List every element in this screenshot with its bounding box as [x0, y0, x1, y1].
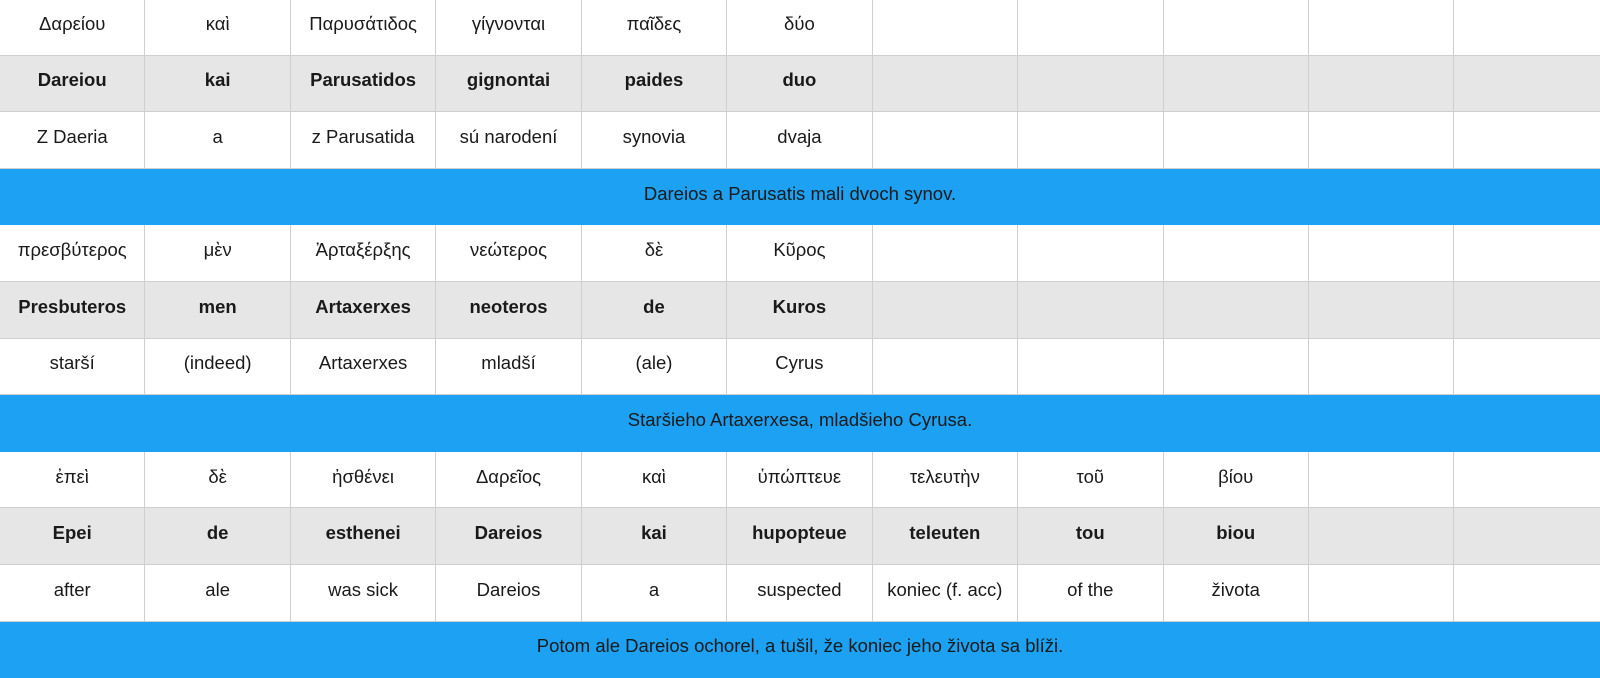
- empty-cell[interactable]: [1309, 282, 1454, 338]
- word-cell[interactable]: Δαρείου: [0, 0, 145, 55]
- word-cell[interactable]: starší: [0, 339, 145, 395]
- word-cell[interactable]: Ἀρταξέρξης: [291, 225, 436, 281]
- word-cell[interactable]: δὲ: [582, 225, 727, 281]
- word-cell[interactable]: νεώτερος: [436, 225, 581, 281]
- word-cell[interactable]: Παρυσάτιδος: [291, 0, 436, 55]
- empty-cell[interactable]: [1018, 56, 1163, 112]
- word-cell[interactable]: ἐπεὶ: [0, 452, 145, 508]
- word-cell[interactable]: života: [1164, 565, 1309, 621]
- word-cell[interactable]: a: [145, 112, 290, 168]
- word-cell[interactable]: Artaxerxes: [291, 339, 436, 395]
- empty-cell[interactable]: [1309, 508, 1454, 564]
- word-cell[interactable]: βίου: [1164, 452, 1309, 508]
- word-cell[interactable]: z Parusatida: [291, 112, 436, 168]
- word-cell[interactable]: neoteros: [436, 282, 581, 338]
- empty-cell[interactable]: [1164, 112, 1309, 168]
- word-cell[interactable]: hupopteue: [727, 508, 872, 564]
- empty-cell[interactable]: [1164, 225, 1309, 281]
- word-cell[interactable]: de: [145, 508, 290, 564]
- word-cell[interactable]: δὲ: [145, 452, 290, 508]
- empty-cell[interactable]: [1454, 339, 1599, 395]
- word-cell[interactable]: Kuros: [727, 282, 872, 338]
- empty-cell[interactable]: [1018, 282, 1163, 338]
- word-cell[interactable]: biou: [1164, 508, 1309, 564]
- empty-cell[interactable]: [1454, 565, 1599, 621]
- empty-cell[interactable]: [1018, 339, 1163, 395]
- empty-cell[interactable]: [1454, 225, 1599, 281]
- word-cell[interactable]: καὶ: [145, 0, 290, 55]
- word-cell[interactable]: Κῦρος: [727, 225, 872, 281]
- word-cell[interactable]: δύο: [727, 0, 872, 55]
- word-cell[interactable]: τοῦ: [1018, 452, 1163, 508]
- greek-row: [0, 452, 1600, 509]
- word-cell[interactable]: tou: [1018, 508, 1163, 564]
- word-cell[interactable]: esthenei: [291, 508, 436, 564]
- word-cell[interactable]: Z Daeria: [0, 112, 145, 168]
- empty-cell[interactable]: [1454, 56, 1599, 112]
- word-cell[interactable]: Dareios: [436, 508, 581, 564]
- word-cell[interactable]: teleuten: [873, 508, 1018, 564]
- word-cell[interactable]: καὶ: [582, 452, 727, 508]
- word-cell[interactable]: sú narodení: [436, 112, 581, 168]
- empty-cell[interactable]: [1454, 0, 1599, 55]
- word-cell[interactable]: Artaxerxes: [291, 282, 436, 338]
- word-cell[interactable]: paides: [582, 56, 727, 112]
- word-cell[interactable]: γίγνονται: [436, 0, 581, 55]
- empty-cell[interactable]: [1018, 112, 1163, 168]
- empty-cell[interactable]: [1164, 339, 1309, 395]
- gloss-row: [0, 565, 1600, 622]
- word-cell[interactable]: was sick: [291, 565, 436, 621]
- word-cell[interactable]: μὲν: [145, 225, 290, 281]
- word-cell[interactable]: suspected: [727, 565, 872, 621]
- word-cell[interactable]: men: [145, 282, 290, 338]
- word-cell[interactable]: πρεσβύτερος: [0, 225, 145, 281]
- word-cell[interactable]: dvaja: [727, 112, 872, 168]
- word-cell[interactable]: ὑπώπτευε: [727, 452, 872, 508]
- empty-cell[interactable]: [1018, 0, 1163, 55]
- word-cell[interactable]: kai: [145, 56, 290, 112]
- word-cell[interactable]: duo: [727, 56, 872, 112]
- word-cell[interactable]: ἠσθένει: [291, 452, 436, 508]
- empty-cell[interactable]: [873, 282, 1018, 338]
- empty-cell[interactable]: [873, 339, 1018, 395]
- empty-cell[interactable]: [1309, 225, 1454, 281]
- word-cell[interactable]: Dareiou: [0, 56, 145, 112]
- greek-row: [0, 0, 1600, 56]
- empty-cell[interactable]: [1309, 56, 1454, 112]
- word-cell[interactable]: παῖδες: [582, 0, 727, 55]
- empty-cell[interactable]: [1309, 452, 1454, 508]
- word-cell[interactable]: τελευτὴν: [873, 452, 1018, 508]
- empty-cell[interactable]: [1309, 112, 1454, 168]
- word-cell[interactable]: (indeed): [145, 339, 290, 395]
- transliteration-row: [0, 282, 1600, 339]
- word-cell[interactable]: mladší: [436, 339, 581, 395]
- word-cell[interactable]: Epei: [0, 508, 145, 564]
- word-cell[interactable]: a: [582, 565, 727, 621]
- empty-cell[interactable]: [873, 0, 1018, 55]
- word-cell[interactable]: Dareios: [436, 565, 581, 621]
- word-cell[interactable]: ale: [145, 565, 290, 621]
- word-cell[interactable]: Presbuteros: [0, 282, 145, 338]
- empty-cell[interactable]: [873, 56, 1018, 112]
- empty-cell[interactable]: [1454, 282, 1599, 338]
- word-cell[interactable]: (ale): [582, 339, 727, 395]
- word-cell[interactable]: Δαρεῖος: [436, 452, 581, 508]
- gloss-row: [0, 112, 1600, 169]
- word-cell[interactable]: of the: [1018, 565, 1163, 621]
- empty-cell[interactable]: [1309, 0, 1454, 55]
- word-cell[interactable]: Cyrus: [727, 339, 872, 395]
- greek-row: [0, 225, 1600, 282]
- word-cell[interactable]: koniec (f. acc): [873, 565, 1018, 621]
- word-cell[interactable]: gignontai: [436, 56, 581, 112]
- empty-cell[interactable]: [1454, 112, 1599, 168]
- empty-cell[interactable]: [1164, 56, 1309, 112]
- empty-cell[interactable]: [873, 225, 1018, 281]
- empty-cell[interactable]: [1454, 452, 1599, 508]
- empty-cell[interactable]: [1018, 225, 1163, 281]
- translation-row[interactable]: Potom ale Dareios ochorel, a tušil, že koniec jeho života sa blíži.: [0, 622, 1600, 678]
- transliteration-row: [0, 56, 1600, 113]
- word-cell[interactable]: kai: [582, 508, 727, 564]
- empty-cell[interactable]: [1164, 282, 1309, 338]
- gloss-row: [0, 339, 1600, 396]
- empty-cell[interactable]: [1454, 508, 1599, 564]
- empty-cell[interactable]: [1164, 0, 1309, 55]
- empty-cell[interactable]: [1309, 565, 1454, 621]
- transliteration-row: [0, 508, 1600, 565]
- empty-cell[interactable]: [1309, 339, 1454, 395]
- word-cell[interactable]: synovia: [582, 112, 727, 168]
- empty-cell[interactable]: [873, 112, 1018, 168]
- word-cell[interactable]: Parusatidos: [291, 56, 436, 112]
- translation-row[interactable]: Dareios a Parusatis mali dvoch synov.: [0, 169, 1600, 226]
- word-cell[interactable]: de: [582, 282, 727, 338]
- word-cell[interactable]: after: [0, 565, 145, 621]
- translation-row[interactable]: Staršieho Artaxerxesa, mladšieho Cyrusa.: [0, 395, 1600, 452]
